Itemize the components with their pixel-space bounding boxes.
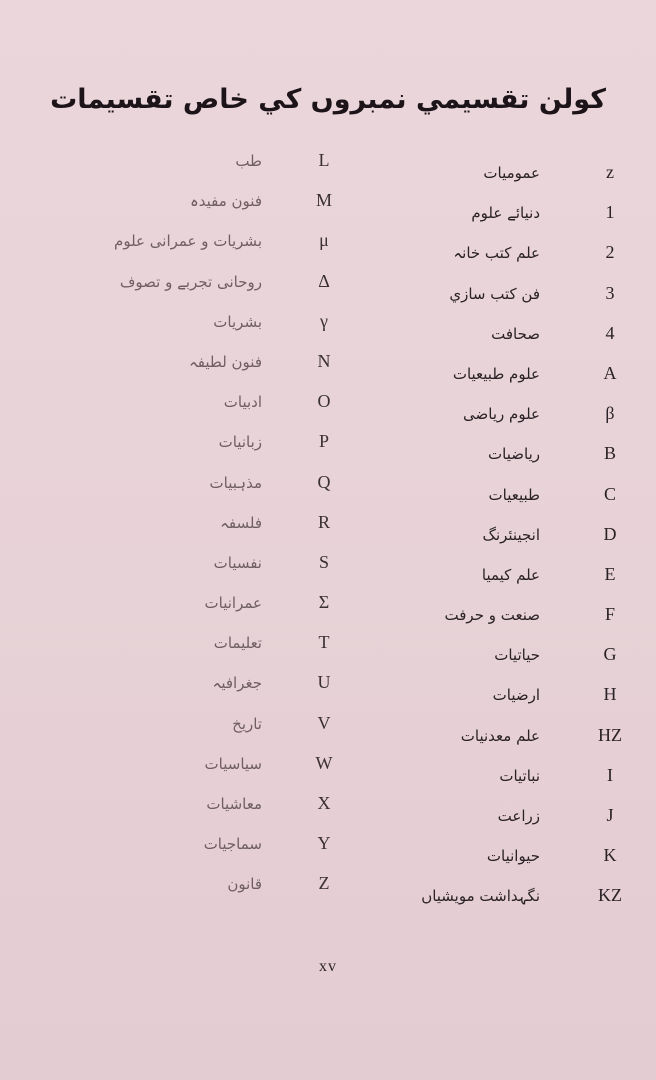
classification-row <box>340 642 656 682</box>
class-label: بشریات و عمرانی علوم <box>114 232 262 251</box>
class-code: 3 <box>605 282 615 303</box>
classification-row <box>0 552 340 592</box>
classification-row <box>0 753 340 793</box>
classification-row <box>340 682 656 722</box>
class-code: R <box>317 511 330 532</box>
class-label: نباتیات <box>499 766 540 785</box>
class-label: فلسفہ <box>220 513 262 532</box>
classification-row <box>0 351 340 391</box>
classification-row <box>0 512 340 552</box>
class-label: ادبیات <box>223 393 262 412</box>
class-label: فن کتب سازي <box>449 284 540 303</box>
class-code: A <box>603 362 617 383</box>
class-code: N <box>317 350 331 371</box>
class-label: دنیائے علوم <box>471 204 540 223</box>
classification-row <box>340 562 656 602</box>
class-code: γ <box>320 310 328 331</box>
class-label: انجینئرنگ <box>482 525 540 544</box>
classification-row <box>0 230 340 270</box>
class-label: سیاسیات <box>204 754 262 773</box>
class-code: U <box>317 672 331 693</box>
class-code: HZ <box>598 724 622 745</box>
class-code: D <box>603 523 617 544</box>
class-label: صحافت <box>491 324 540 343</box>
classification-row <box>0 472 340 512</box>
class-label: حیوانیات <box>486 847 540 866</box>
class-code: M <box>315 190 332 211</box>
classification-row <box>340 401 656 441</box>
classification-row <box>340 723 656 763</box>
class-code: H <box>603 684 617 705</box>
class-code: μ <box>319 230 329 251</box>
classification-row <box>0 672 340 712</box>
classification-row <box>340 522 656 562</box>
class-label: عمومیات <box>483 164 540 182</box>
classification-row <box>340 160 656 200</box>
class-label: طب <box>235 152 262 170</box>
classification-row <box>340 240 656 280</box>
class-code: J <box>606 805 614 825</box>
class-code: K <box>603 845 617 866</box>
class-label: معاشیات <box>206 795 262 813</box>
class-label: علم معدنیات <box>460 726 540 745</box>
left-column <box>0 150 340 914</box>
class-label: تاریخ <box>232 714 262 733</box>
class-label: سماجیات <box>203 835 262 854</box>
classification-row <box>340 321 656 361</box>
class-code: Δ <box>318 270 330 291</box>
right-column <box>340 160 656 924</box>
class-label: زبانیات <box>218 433 262 452</box>
classification-row <box>340 602 656 642</box>
classification-row <box>0 873 340 913</box>
class-code: V <box>317 712 331 733</box>
classification-row <box>340 763 656 803</box>
class-label: فنون لطیفہ <box>188 352 262 371</box>
class-label: طبیعیات <box>488 485 540 504</box>
class-code: L <box>318 150 330 170</box>
class-code: C <box>603 483 616 504</box>
class-code: 2 <box>605 242 615 263</box>
classification-row <box>340 843 656 883</box>
classification-row <box>0 713 340 753</box>
class-code: Q <box>317 471 331 492</box>
class-label: علم کیمیا <box>481 565 540 584</box>
classification-row <box>0 833 340 873</box>
class-label: فنون مفیدہ <box>189 192 262 211</box>
class-code: F <box>604 604 615 625</box>
classification-row <box>340 482 656 522</box>
class-code: β <box>605 403 615 424</box>
class-label: ریاضیات <box>488 445 540 464</box>
class-code: X <box>317 793 331 813</box>
class-code: I <box>607 764 613 785</box>
classification-row <box>0 271 340 311</box>
class-label: روحانی تجربے و تصوف <box>119 272 262 291</box>
classification-row <box>0 391 340 431</box>
class-label: حیاتیات <box>494 646 540 665</box>
classification-row <box>0 793 340 833</box>
classification-row <box>340 361 656 401</box>
classification-row <box>0 311 340 351</box>
class-label: علوم طبیعیات <box>452 364 540 383</box>
class-code: T <box>318 632 330 653</box>
class-label: علم کتب خانہ <box>453 244 540 263</box>
class-label: مذہبیات <box>209 473 262 492</box>
class-code: 1 <box>605 202 615 223</box>
class-code: KZ <box>598 885 622 906</box>
classification-row <box>340 883 656 923</box>
class-code: S <box>318 551 329 572</box>
class-code: Y <box>317 833 331 854</box>
classification-row <box>340 200 656 240</box>
class-label: قانون <box>227 875 262 894</box>
class-label: عمرانیات <box>204 594 262 613</box>
class-label: زراعت <box>497 807 540 825</box>
class-label: نفسیات <box>213 553 262 572</box>
classification-row <box>0 592 340 632</box>
class-label: ارضیات <box>492 686 540 705</box>
classification-row <box>340 441 656 481</box>
class-label: علوم ریاضی <box>463 405 540 424</box>
class-label: جغرافیہ <box>212 674 262 693</box>
class-label: بشریات <box>213 312 262 331</box>
class-code: P <box>318 431 329 452</box>
class-code: Σ <box>318 592 330 613</box>
class-code: Z <box>318 873 330 894</box>
class-label: تعلیمات <box>213 634 262 653</box>
classification-row <box>0 190 340 230</box>
classification-row <box>0 632 340 672</box>
classification-row <box>340 803 656 843</box>
classification-row <box>0 150 340 190</box>
class-label: صنعت و حرفت <box>444 606 540 625</box>
class-code: W <box>315 752 333 773</box>
page-title: کولن تقسیمي نمبروں کي خاص تقسیمات <box>50 84 606 115</box>
class-code: 4 <box>605 322 615 343</box>
classification-row <box>340 281 656 321</box>
classification-row <box>0 431 340 471</box>
class-code: O <box>317 391 331 412</box>
class-code: z <box>606 162 614 182</box>
class-code: B <box>603 443 616 464</box>
class-label: نگہداشت مویشیاں <box>421 887 540 906</box>
class-code: E <box>604 563 616 584</box>
class-code: G <box>603 644 617 665</box>
page-number: xv <box>319 958 337 975</box>
